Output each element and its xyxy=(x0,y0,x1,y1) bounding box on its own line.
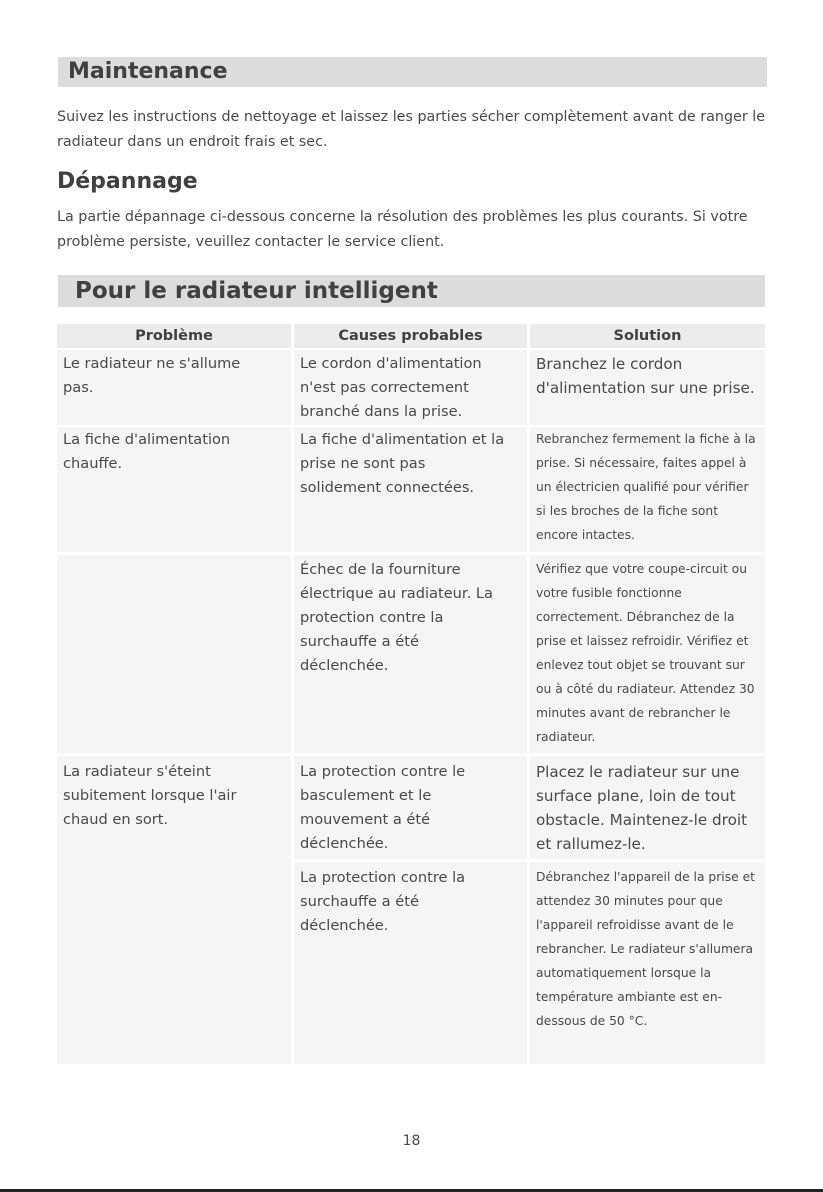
troubleshooting-text: La partie dépannage ci-dessous concerne la résolution des problèmes les plus courants. Si votre problème persiste, veuillez contacter le service client. xyxy=(57,209,748,250)
table-row-3-cause-cell xyxy=(294,555,527,753)
table-cell-problem: La fiche d'alimentation chauffe. xyxy=(63,431,231,472)
table-cell-solution: Placez le radiateur sur une surface plane, loin de tout obstacle. Maintenez-le droit et rallumez-le. xyxy=(536,763,748,853)
table-cell-cause: La protection contre la surchauffe a été déclenchée. xyxy=(300,869,466,934)
table-row-1-solution-cell xyxy=(530,350,765,425)
table-row-4-problem-cell xyxy=(57,756,291,1064)
table-row-3-problem-cell xyxy=(57,555,291,753)
table-row-1-problem-cell xyxy=(57,350,291,425)
section-heading: Pour le radiateur intelligent xyxy=(58,275,765,307)
table-row-4-solution-cell xyxy=(530,756,765,859)
table-row-2-solution-cell xyxy=(530,427,765,552)
table-row-5-cause-cell xyxy=(294,862,527,1064)
table-cell-cause: Le cordon d'alimentation n'est pas correctement branché dans la prise. xyxy=(300,355,482,420)
table-cell-solution: Vérifiez que votre coupe-circuit ou votre fusible fonctionne correctement. Débranchez de la prise et laissez refroidir. Vérifiez et enlevez tout objet se trouvant sur ou à côté du radiateur. Attendez 30 minutes avant de rebrancher le radiateur. xyxy=(536,562,755,744)
maintenance-heading: Maintenance xyxy=(58,57,767,87)
table-row-3-solution-cell xyxy=(530,555,765,753)
table-cell-problem: Le radiateur ne s'allume pas. xyxy=(63,355,241,396)
maintenance-text: Suivez les instructions de nettoyage et laissez les parties sécher complètement avant de ranger le radiateur dans un endroit frais et sec. xyxy=(57,109,766,150)
table-cell-cause: La fiche d'alimentation et la prise ne sont pas solidement connectées. xyxy=(300,431,505,496)
table-cell-cause: La protection contre le basculement et le mouvement a été déclenchée. xyxy=(300,763,466,852)
table-cell-solution: Rebranchez fermement la fiche à la prise. Si nécessaire, faites appel à un électricien qualifié pour vérifier si les broches de la fiche sont encore intactes. xyxy=(536,432,756,542)
header-problem: Problème xyxy=(57,324,291,348)
troubleshooting-heading: Dépannage xyxy=(57,169,198,194)
header-causes: Causes probables xyxy=(294,324,527,348)
table-row-2-cause-cell xyxy=(294,427,527,552)
table-row-1-cause-cell xyxy=(294,350,527,425)
header-solution: Solution xyxy=(530,324,765,348)
table-cell-solution: Débranchez l'appareil de la prise et attendez 30 minutes pour que l'appareil refroidisse avant de le rebrancher. Le radiateur s'allumera automatiquement lorsque la température ambiante est en-dessous de 50 °C. xyxy=(536,870,755,1028)
table-row-5-solution-cell xyxy=(530,862,765,1064)
table-cell-problem: La radiateur s'éteint subitement lorsque l'air chaud en sort. xyxy=(63,763,237,828)
table-cell-solution: Branchez le cordon d'alimentation sur une prise. xyxy=(536,355,755,397)
page-number: 18 xyxy=(402,1133,421,1149)
table-row-4-cause-cell xyxy=(294,756,527,859)
table-cell-cause: Échec de la fourniture électrique au radiateur. La protection contre la surchauffe a été déclenchée. xyxy=(300,561,493,674)
table-row-2-problem-cell xyxy=(57,427,291,552)
